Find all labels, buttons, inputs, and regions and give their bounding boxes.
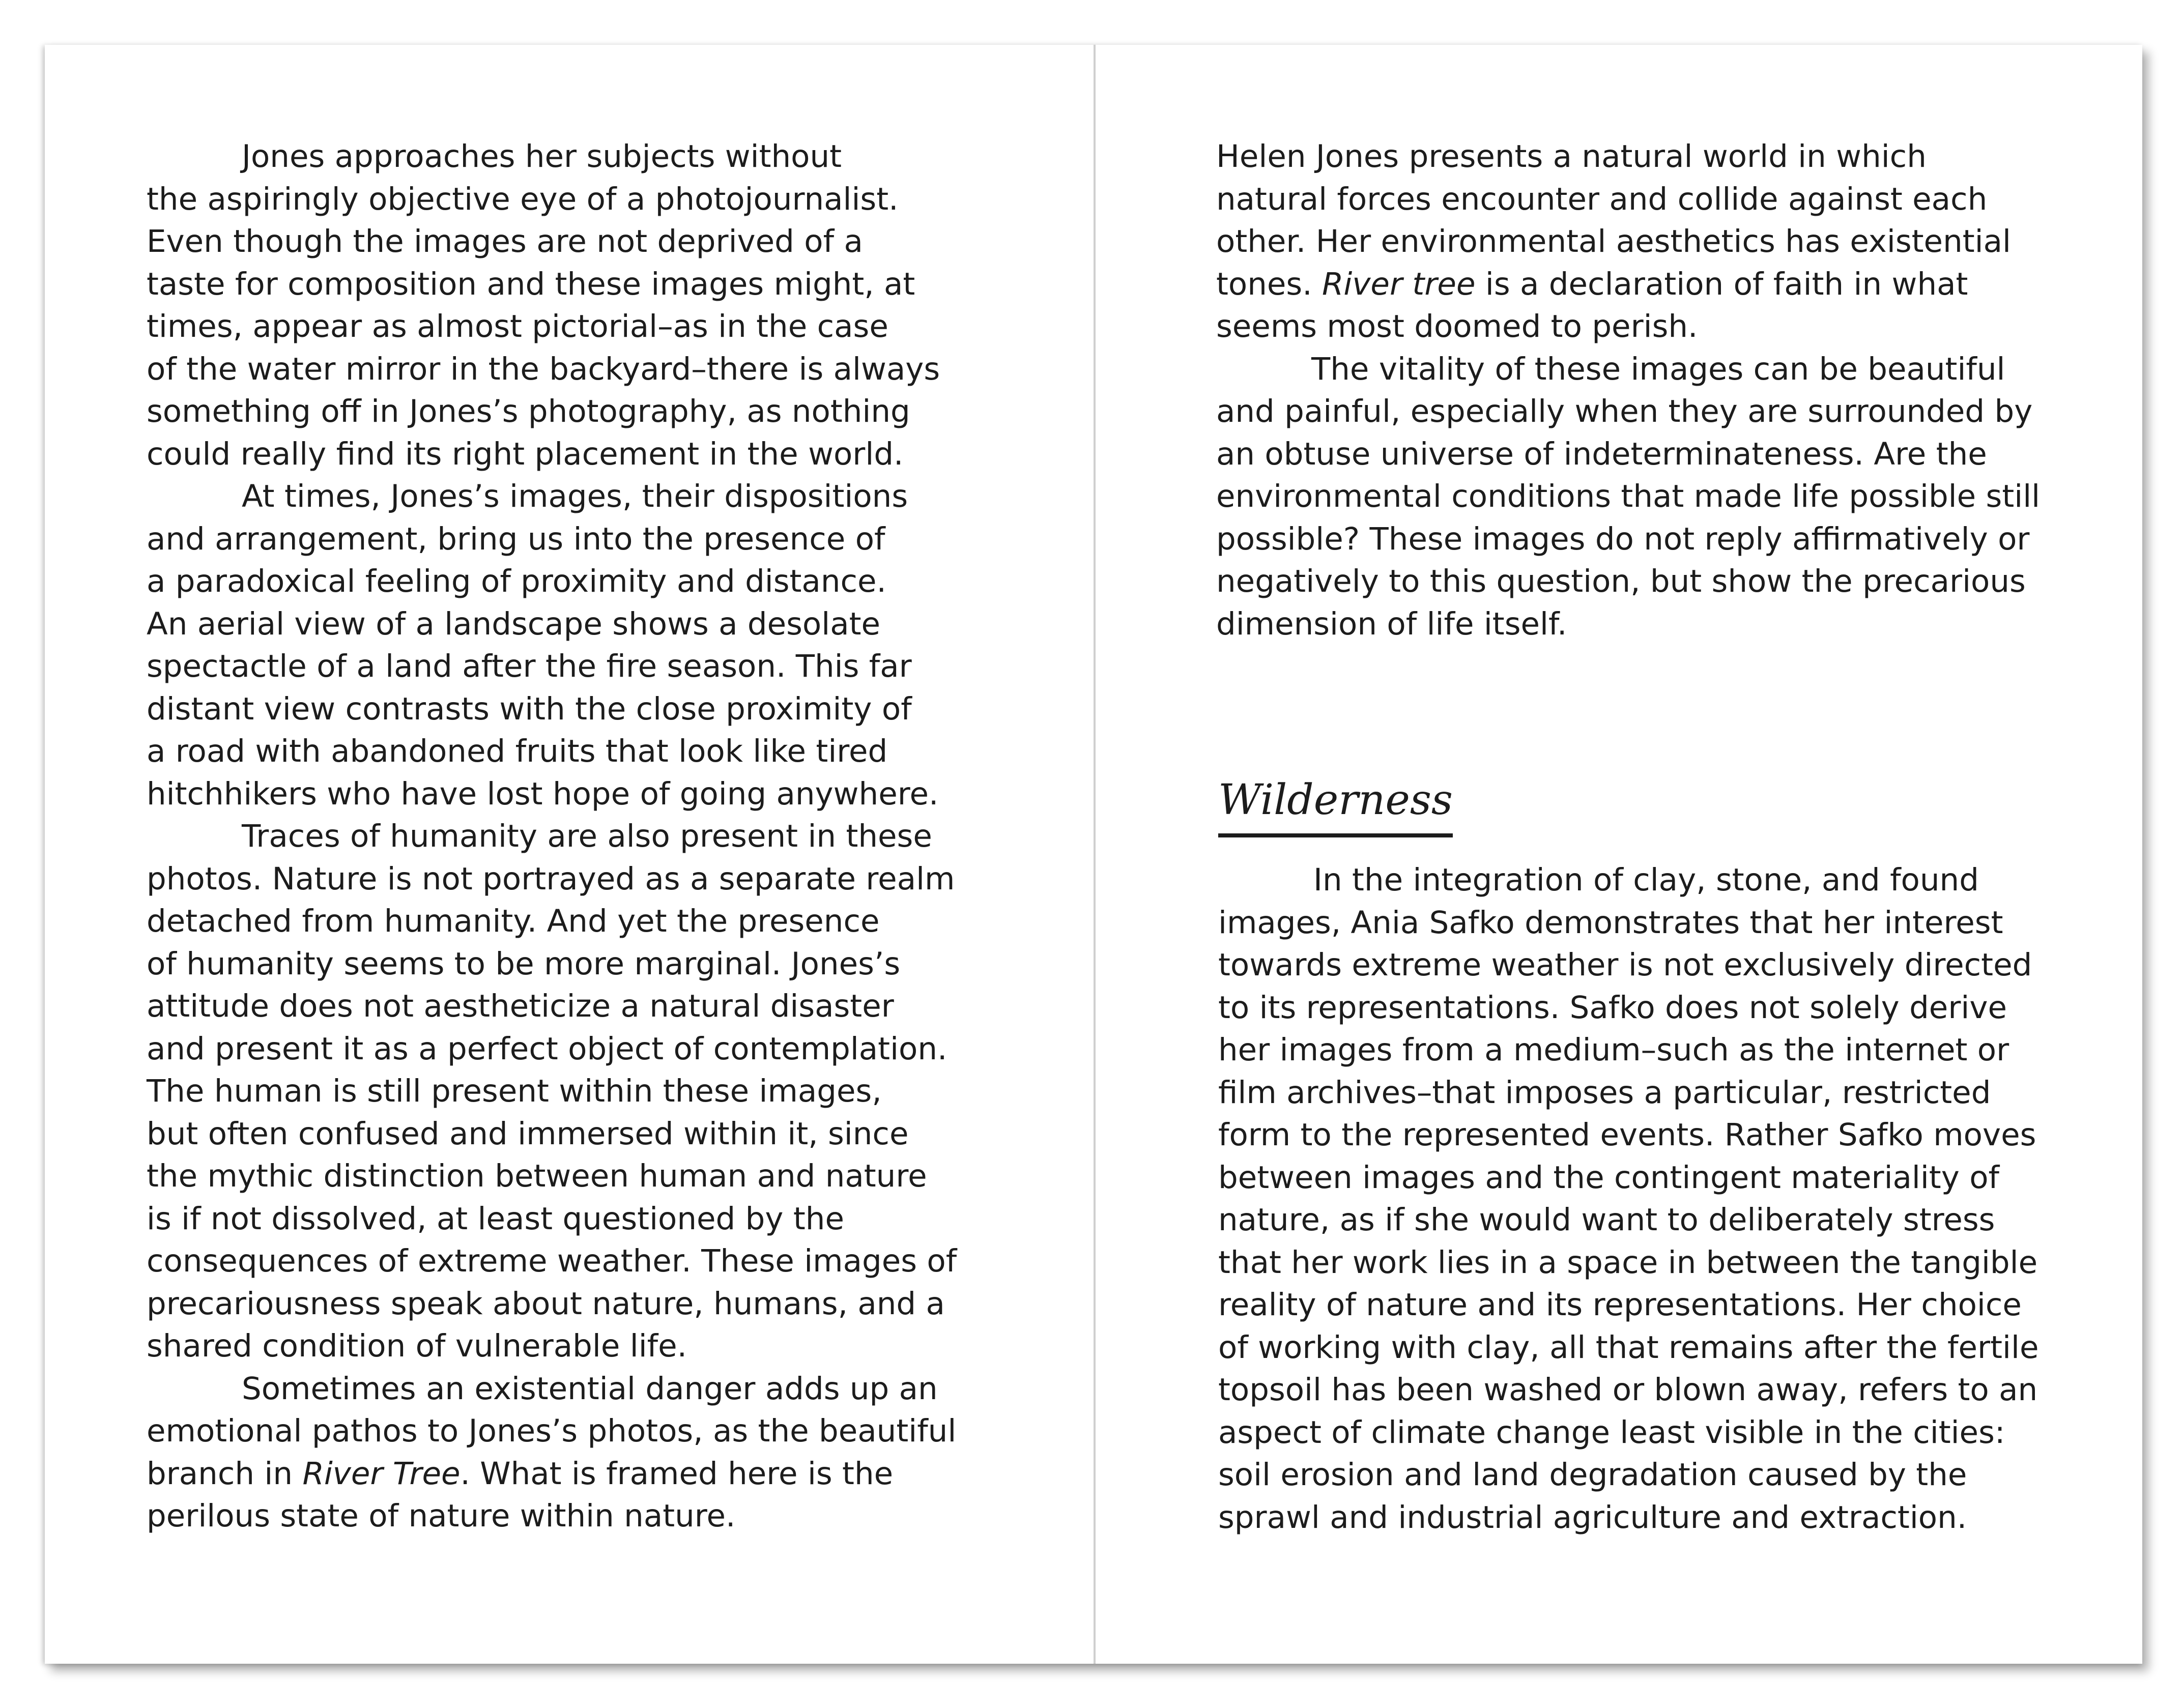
paragraph-line: At times, Jones’s images, their dispositions bbox=[242, 478, 908, 514]
paragraph-line: and painful, especially when they are surrounded by bbox=[1216, 393, 2033, 429]
section-heading: Wilderness bbox=[1218, 772, 1453, 837]
text-run: is a declaration of faith in what bbox=[1475, 266, 1968, 302]
paragraph-line: environmental conditions that made life possible still bbox=[1216, 478, 2041, 514]
paragraph-line: Traces of humanity are also present in these bbox=[242, 818, 932, 854]
text-run: branch in bbox=[147, 1455, 303, 1492]
paragraph-line: The vitality of these images can be beautiful bbox=[1311, 351, 2005, 387]
paragraph-line: aspect of climate change least visible in the cities: bbox=[1218, 1414, 2005, 1451]
page-gutter bbox=[1094, 45, 1096, 1664]
paragraph-line: perilous state of nature within nature. bbox=[147, 1498, 736, 1534]
paragraph-line: reality of nature and its representations. Her choice bbox=[1218, 1287, 2022, 1323]
book-spread bbox=[45, 45, 2142, 1664]
paragraph-line: distant view contrasts with the close proximity of bbox=[147, 690, 912, 727]
paragraph-line: a road with abandoned fruits that look like tired bbox=[147, 733, 888, 769]
paragraph-line: attitude does not aestheticize a natural disaster bbox=[147, 988, 894, 1024]
paragraph-line: an obtuse universe of indeterminateness. Are the bbox=[1216, 436, 1987, 472]
left-page-text bbox=[147, 135, 957, 1538]
paragraph-line: the aspiringly objective eye of a photojournalist. bbox=[147, 181, 899, 217]
paragraph-line: dimension of life itself. bbox=[1216, 605, 1567, 642]
paragraph-line: possible? These images do not reply affirmatively or bbox=[1216, 520, 2030, 557]
paragraph-line: the mythic distinction between human and nature bbox=[147, 1158, 927, 1194]
paragraph-line bbox=[1216, 263, 2040, 306]
paragraph-line: a paradoxical feeling of proximity and distance. bbox=[147, 563, 886, 599]
italic-title: River Tree bbox=[302, 1455, 461, 1492]
paragraph-line: taste for composition and these images might, at bbox=[147, 266, 915, 302]
paragraph-line: of working with clay, all that remains after the fertile bbox=[1218, 1329, 2039, 1366]
paragraph-line: precariousness speak about nature, humans, and a bbox=[147, 1285, 945, 1322]
paragraph-line: negatively to this question, but show the precarious bbox=[1216, 563, 2026, 599]
paragraph-line: is if not dissolved, at least questioned by the bbox=[147, 1200, 844, 1237]
paragraph-line: emotional pathos to Jones’s photos, as the beautiful bbox=[147, 1413, 957, 1449]
paragraph-line: detached from humanity. And yet the presence bbox=[147, 903, 880, 939]
right-page-text-top bbox=[1216, 135, 2040, 645]
paragraph-line: consequences of extreme weather. These images of bbox=[147, 1243, 957, 1279]
italic-title: River tree bbox=[1322, 266, 1476, 302]
paragraph-line: but often confused and immersed within it, since bbox=[147, 1115, 909, 1152]
paragraph-line: An aerial view of a landscape shows a desolate bbox=[147, 605, 881, 642]
paragraph-line: form to the represented events. Rather Safko moves bbox=[1218, 1117, 2036, 1153]
text-run: tones. bbox=[1216, 266, 1322, 302]
paragraph-line: spectactle of a land after the fire season. This far bbox=[147, 648, 912, 684]
paragraph-line: times, appear as almost pictorial–as in the case bbox=[147, 308, 888, 344]
paragraph-line: hitchhikers who have lost hope of going anywhere. bbox=[147, 775, 939, 812]
paragraph-line: and present it as a perfect object of contemplation. bbox=[147, 1030, 947, 1067]
paragraph-line: film archives–that imposes a particular, restricted bbox=[1218, 1074, 1991, 1111]
paragraph-line: shared condition of vulnerable life. bbox=[147, 1328, 687, 1364]
paragraph-line: soil erosion and land degradation caused by the bbox=[1218, 1457, 1967, 1493]
paragraph-line: that her work lies in a space in between the tangible bbox=[1218, 1244, 2038, 1281]
paragraph-line: between images and the contingent materiality of bbox=[1218, 1159, 2000, 1196]
paragraph-line: other. Her environmental aesthetics has existential bbox=[1216, 223, 2011, 259]
paragraph-line: something off in Jones’s photography, as nothing bbox=[147, 393, 910, 429]
paragraph-line: natural forces encounter and collide against each bbox=[1216, 181, 1988, 217]
paragraph-line: could really find its right placement in the world. bbox=[147, 436, 904, 472]
paragraph-line: Helen Jones presents a natural world in which bbox=[1216, 138, 1927, 175]
text-run: . What is framed here is the bbox=[460, 1455, 894, 1492]
paragraph-line: sprawl and industrial agriculture and extraction. bbox=[1218, 1499, 1967, 1536]
right-page-text-bottom bbox=[1218, 859, 2038, 1539]
paragraph-line bbox=[147, 1453, 957, 1495]
paragraph-line: topsoil has been washed or blown away, refers to an bbox=[1218, 1372, 2038, 1408]
paragraph-line: her images from a medium–such as the internet or bbox=[1218, 1032, 2009, 1068]
paragraph-line: Jones approaches her subjects without bbox=[242, 138, 842, 175]
paragraph-line: of humanity seems to be more marginal. Jones’s bbox=[147, 945, 901, 982]
paragraph-line: The human is still present within these images, bbox=[147, 1073, 882, 1109]
paragraph-line: nature, as if she would want to deliberately stress bbox=[1218, 1202, 1995, 1238]
paragraph-line: photos. Nature is not portrayed as a separate realm bbox=[147, 860, 955, 897]
paragraph-line: of the water mirror in the backyard–there is always bbox=[147, 351, 940, 387]
paragraph-line: Even though the images are not deprived of a bbox=[147, 223, 863, 259]
paragraph-line: In the integration of clay, stone, and found bbox=[1313, 862, 1979, 898]
paragraph-line: towards extreme weather is not exclusively directed bbox=[1218, 947, 2032, 983]
paragraph-line: seems most doomed to perish. bbox=[1216, 308, 1698, 344]
paragraph-line: images, Ania Safko demonstrates that her interest bbox=[1218, 904, 2003, 941]
paragraph-line: Sometimes an existential danger adds up an bbox=[242, 1370, 938, 1407]
paragraph-line: and arrangement, bring us into the presence of bbox=[147, 520, 885, 557]
paragraph-line: to its representations. Safko does not solely derive bbox=[1218, 989, 2007, 1026]
